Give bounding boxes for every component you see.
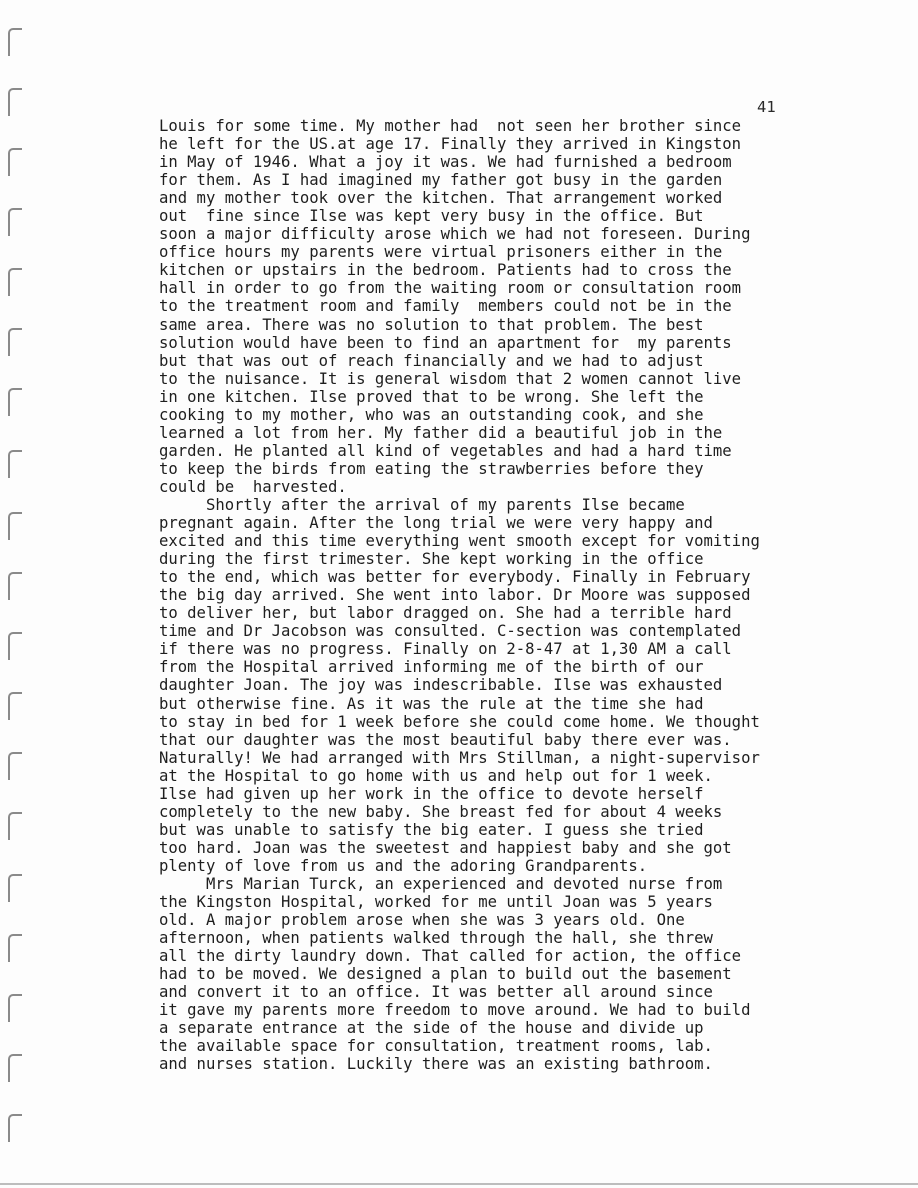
text-line: out fine since Ilse was kept very busy in the office. But [159,207,704,226]
text-line: for them. As I had imagined my father got busy in the garden [159,171,723,190]
text-line: same area. There was no solution to that problem. The best [159,315,704,334]
text-line: and my mother took over the kitchen. That arrangement worked [159,189,723,208]
text-line: Ilse had given up her work in the office to devote herself [159,784,704,803]
text-line: soon a major difficulty arose which we had not foreseen. During [159,225,751,244]
text-line: Shortly after the arrival of my parents Ilse became [159,495,685,514]
text-line: office hours my parents were virtual prisoners either in the [159,243,723,262]
binder-hole-icon [8,328,22,356]
binder-hole-icon [8,752,22,780]
text-line: excited and this time everything went smooth except for vomiting [159,532,760,551]
page-bottom-edge [0,1183,918,1185]
text-line: to deliver her, but labor dragged on. She had a terrible hard [159,604,732,623]
text-line: could be harvested. [159,477,347,496]
binder-hole-icon [8,208,22,236]
binder-hole-icon [8,268,22,296]
binder-hole-icon [8,632,22,660]
text-line: all the dirty laundry down. That called for action, the office [159,947,742,966]
text-line: completely to the new baby. She breast fed for about 4 weeks [159,802,723,821]
text-line: had to be moved. We designed a plan to build out the basement [159,965,732,984]
text-line: old. A major problem arose when she was 3 years old. One [159,911,685,930]
text-line: to stay in bed for 1 week before she could come home. We thought [159,712,760,731]
text-line: afternoon, when patients walked through the hall, she threw [159,929,713,948]
text-line: if there was no progress. Finally on 2-8-47 at 1,30 AM a call [159,640,732,659]
binder-hole-icon [8,148,22,176]
binder-hole-icon [8,1114,22,1142]
text-line: to the end, which was better for everybody. Finally in February [159,568,751,587]
binder-hole-icon [8,512,22,540]
text-line: time and Dr Jacobson was consulted. C-section was contemplated [159,622,742,641]
binder-hole-icon [8,88,22,116]
text-line: the big day arrived. She went into labor. Dr Moore was supposed [159,586,751,605]
text-line: but that was out of reach financially and we had to adjust [159,351,704,370]
text-line: it gave my parents more freedom to move around. We had to build [159,1001,751,1020]
text-line: solution would have been to find an apartment for my parents [159,333,732,352]
text-line: pregnant again. After the long trial we were very happy and [159,514,713,533]
body-text [159,117,899,1073]
text-line: from the Hospital arrived informing me of the birth of our [159,658,704,677]
text-line: to keep the birds from eating the strawberries before they [159,459,704,478]
binder-hole-icon [8,1054,22,1082]
text-line: in one kitchen. Ilse proved that to be wrong. She left the [159,387,704,406]
binder-hole-icon [8,812,22,840]
text-line: Louis for some time. My mother had not seen her brother since [159,117,742,135]
text-line: to the treatment room and family members could not be in the [159,297,732,316]
binder-hole-icon [8,388,22,416]
binder-hole-icon [8,994,22,1022]
text-line: that our daughter was the most beautiful baby there ever was. [159,730,732,749]
text-line: and nurses station. Luckily there was an existing bathroom. [159,1055,713,1074]
page-number: 41 [757,98,776,116]
text-line: in May of 1946. What a joy it was. We had furnished a bedroom [159,153,732,172]
binder-hole-icon [8,874,22,902]
text-line: to the nuisance. It is general wisdom that 2 women cannot live [159,369,742,388]
text-line: daughter Joan. The joy was indescribable. Ilse was exhausted [159,676,723,695]
text-line: but otherwise fine. As it was the rule at the time she had [159,694,704,713]
text-line: kitchen or upstairs in the bedroom. Patients had to cross the [159,261,732,280]
binder-hole-icon [8,28,22,56]
binder-hole-icon [8,572,22,600]
text-line: plenty of love from us and the adoring Grandparents. [159,856,648,875]
text-line: garden. He planted all kind of vegetables and had a hard time [159,441,732,460]
text-line: he left for the US.at age 17. Finally they arrived in Kingston [159,135,742,154]
text-line: the Kingston Hospital, worked for me until Joan was 5 years [159,893,713,912]
text-line: at the Hospital to go home with us and help out for 1 week. [159,766,713,785]
binder-hole-icon [8,934,22,962]
text-line: but was unable to satisfy the big eater. I guess she tried [159,820,704,839]
text-line: Mrs Marian Turck, an experienced and devoted nurse from [159,874,723,893]
text-line: cooking to my mother, who was an outstanding cook, and she [159,405,704,424]
text-line: learned a lot from her. My father did a beautiful job in the [159,423,723,442]
text-line: hall in order to go from the waiting room or consultation room [159,279,742,298]
text-line: too hard. Joan was the sweetest and happiest baby and she got [159,838,732,857]
binder-hole-margin [0,0,40,1188]
text-line: the available space for consultation, treatment rooms, lab. [159,1037,713,1056]
binder-hole-icon [8,450,22,478]
binder-hole-icon [8,692,22,720]
text-line: during the first trimester. She kept working in the office [159,550,704,569]
text-line: and convert it to an office. It was better all around since [159,983,713,1002]
text-line: a separate entrance at the side of the house and divide up [159,1019,704,1038]
text-line: Naturally! We had arranged with Mrs Stillman, a night-supervisor [159,748,760,767]
